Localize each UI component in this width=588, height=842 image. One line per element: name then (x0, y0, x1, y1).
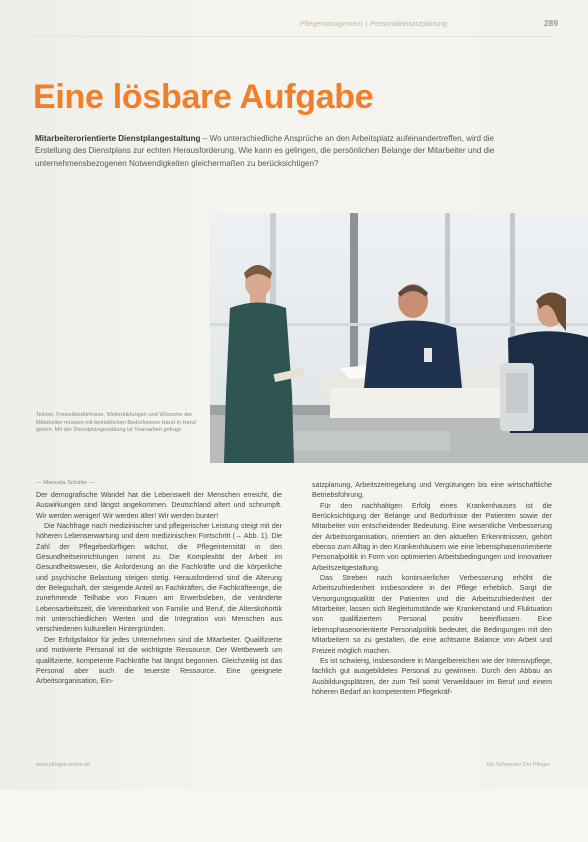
body-paragraph: satzplanung, Arbeitszeitregelung und Vergütungen bis eine wirtschaftliche Betriebsführung. (312, 481, 552, 500)
intro-text: Wo unterschiedliche Ansprüche an den Arbeitsplatz aufeinandertreffen, wird die Erstellung des Dienstplans zur echten Herausforderung. Wie kann es gelingen, die persönlichen Belange der Mitarbeiter und die unternehmensbezogenen Notwendigkeiten gleichermaßen zu berücksichtigen? (35, 134, 495, 168)
running-head-separator: | (365, 19, 368, 28)
photo-illustration (210, 213, 588, 463)
header-divider (34, 36, 554, 37)
body-paragraph: Das Streben nach kontinuierlicher Verbesserung erhöht die Arbeitszufriedenheit insbesondere in der Pflege erheblich. Sorgt die Versorgungsqualität der Patienten und die Arbeitszufriedenheit der Mitarbeiter, lassen sich Begleitumstände wie Krankenstand und Fluktuation von qualifiziertem Personal positiv beeinflussen. Eine lebensphasenorientierte Personalpolitik bedeutet, die Bedingungen mit den Mitarbeitern so zu gestalten, die eine achtsame Balance von Arbeit und Freizeit möglich machen. (312, 574, 552, 655)
footer-publication: Die Schwester Der Pfleger (486, 762, 550, 768)
article-photo (210, 213, 588, 463)
page-bottom-margin (0, 790, 588, 842)
body-paragraph: Der Erfolgsfaktor für jedes Unternehmen sind die Mitarbeiter. Qualifizierte und motivierte Personal ist die wichtigste Ressource. Der Wettbewerb um qualifizierte, kompetente Fachkräfte hat längst begonnen. Gleichzeitig ist das Personal aber auch die teuerste Ressource. Eine geeignete Arbeitsorganisation, Ein- (36, 635, 282, 686)
running-head-section: Pflegemanagement (300, 19, 363, 28)
running-head-topic: Personaleinsatzplanung (370, 19, 447, 28)
photo-caption: Teilzeit, Freizeitbedürfnisse, Weiterbildungen und Wünsche der Mitarbeiter müssen mit betrieblichen Bedürfnissen Hand in Hand gehen. Mit der Dienstplangestaltung ist Teamarbeit gefragt. (36, 412, 196, 434)
intro-kicker: Mitarbeiterorientierte Dienstplangestaltung (35, 134, 201, 143)
article-byline: — Manuela Schäfer — (36, 480, 95, 486)
body-column-right (312, 480, 552, 697)
page-number: 289 (544, 18, 558, 28)
body-paragraph: Der demografische Wandel hat die Lebenswelt der Menschen erreicht, die Auswirkungen sind längst angekommen. Deutschland altert und schrumpft. Wir werden weniger! Wir werden älter! Wir werden bunter! (36, 491, 282, 520)
running-head (300, 19, 558, 33)
body-paragraph: Es ist schwierig, insbesondere in Mangelbereichen wie der Intensivpflege, fachlich gut ausgebildetes Personal zu gewinnen. Durch den Abbau an Ausbildungsplätzen, der zum Teil somit Verweildauer im Beruf und einem höheren Bedarf an kompetentem Pflegekräf- (312, 656, 552, 696)
article-intro (35, 133, 495, 170)
footer-website: www.pflegen-online.de (36, 762, 91, 768)
intro-dash: – (202, 134, 210, 143)
body-paragraph: Die Nachfrage nach medizinischer und pflegerischer Leistung steigt mit der höheren Lebenserwartung und dem medizinischen Fortschritt (→ Abb. 1). Die Zahl der Pflegebedürftigen wächst, die Pflegeintensität in den Gesundheitseinrichtungen nimmt zu. Die Komplexität der Arbeit im Gesundheitswesen, die Anforderung an die Fachkräfte und die körperliche und psychische Belastung steigen stetig. Herausfordernd sind die Alterung der Belegschaft, der steigende Anteil an Fachkräften, die Fachkräfteenge, die zunehmende Teilhabe von Frauen am Erwerbsleben, die veränderte Lebensarbeitszeit, die Vereinbarkeit von Familie und Beruf, die Alterskohortik mit unterschiedlichen Werten und die Integration von Menschen aus verschiedenen kulturellen Hintergründen. (36, 522, 282, 634)
body-column-left (36, 490, 282, 687)
article-headline: Eine lösbare Aufgabe (33, 78, 374, 116)
body-paragraph: Für den nachhaltigen Erfolg eines Krankenhauses ist die Berücksichtigung der Belange und Bedürfnisse der Patienten sowie der Mitarbeiter von entscheidender Bedeutung. Eine wesentliche Verbesserung der Arbeitsorganisation, orientiert an den aktuellen Erkenntnissen, gehört ebenso zum Alltag in den Krankenhäusern wie eine lebensphasenorientierte Personalpolitik in Form von optimierten Arbeitsbedingungen und innovativer Arbeitszeitgestaltung. (312, 501, 552, 572)
